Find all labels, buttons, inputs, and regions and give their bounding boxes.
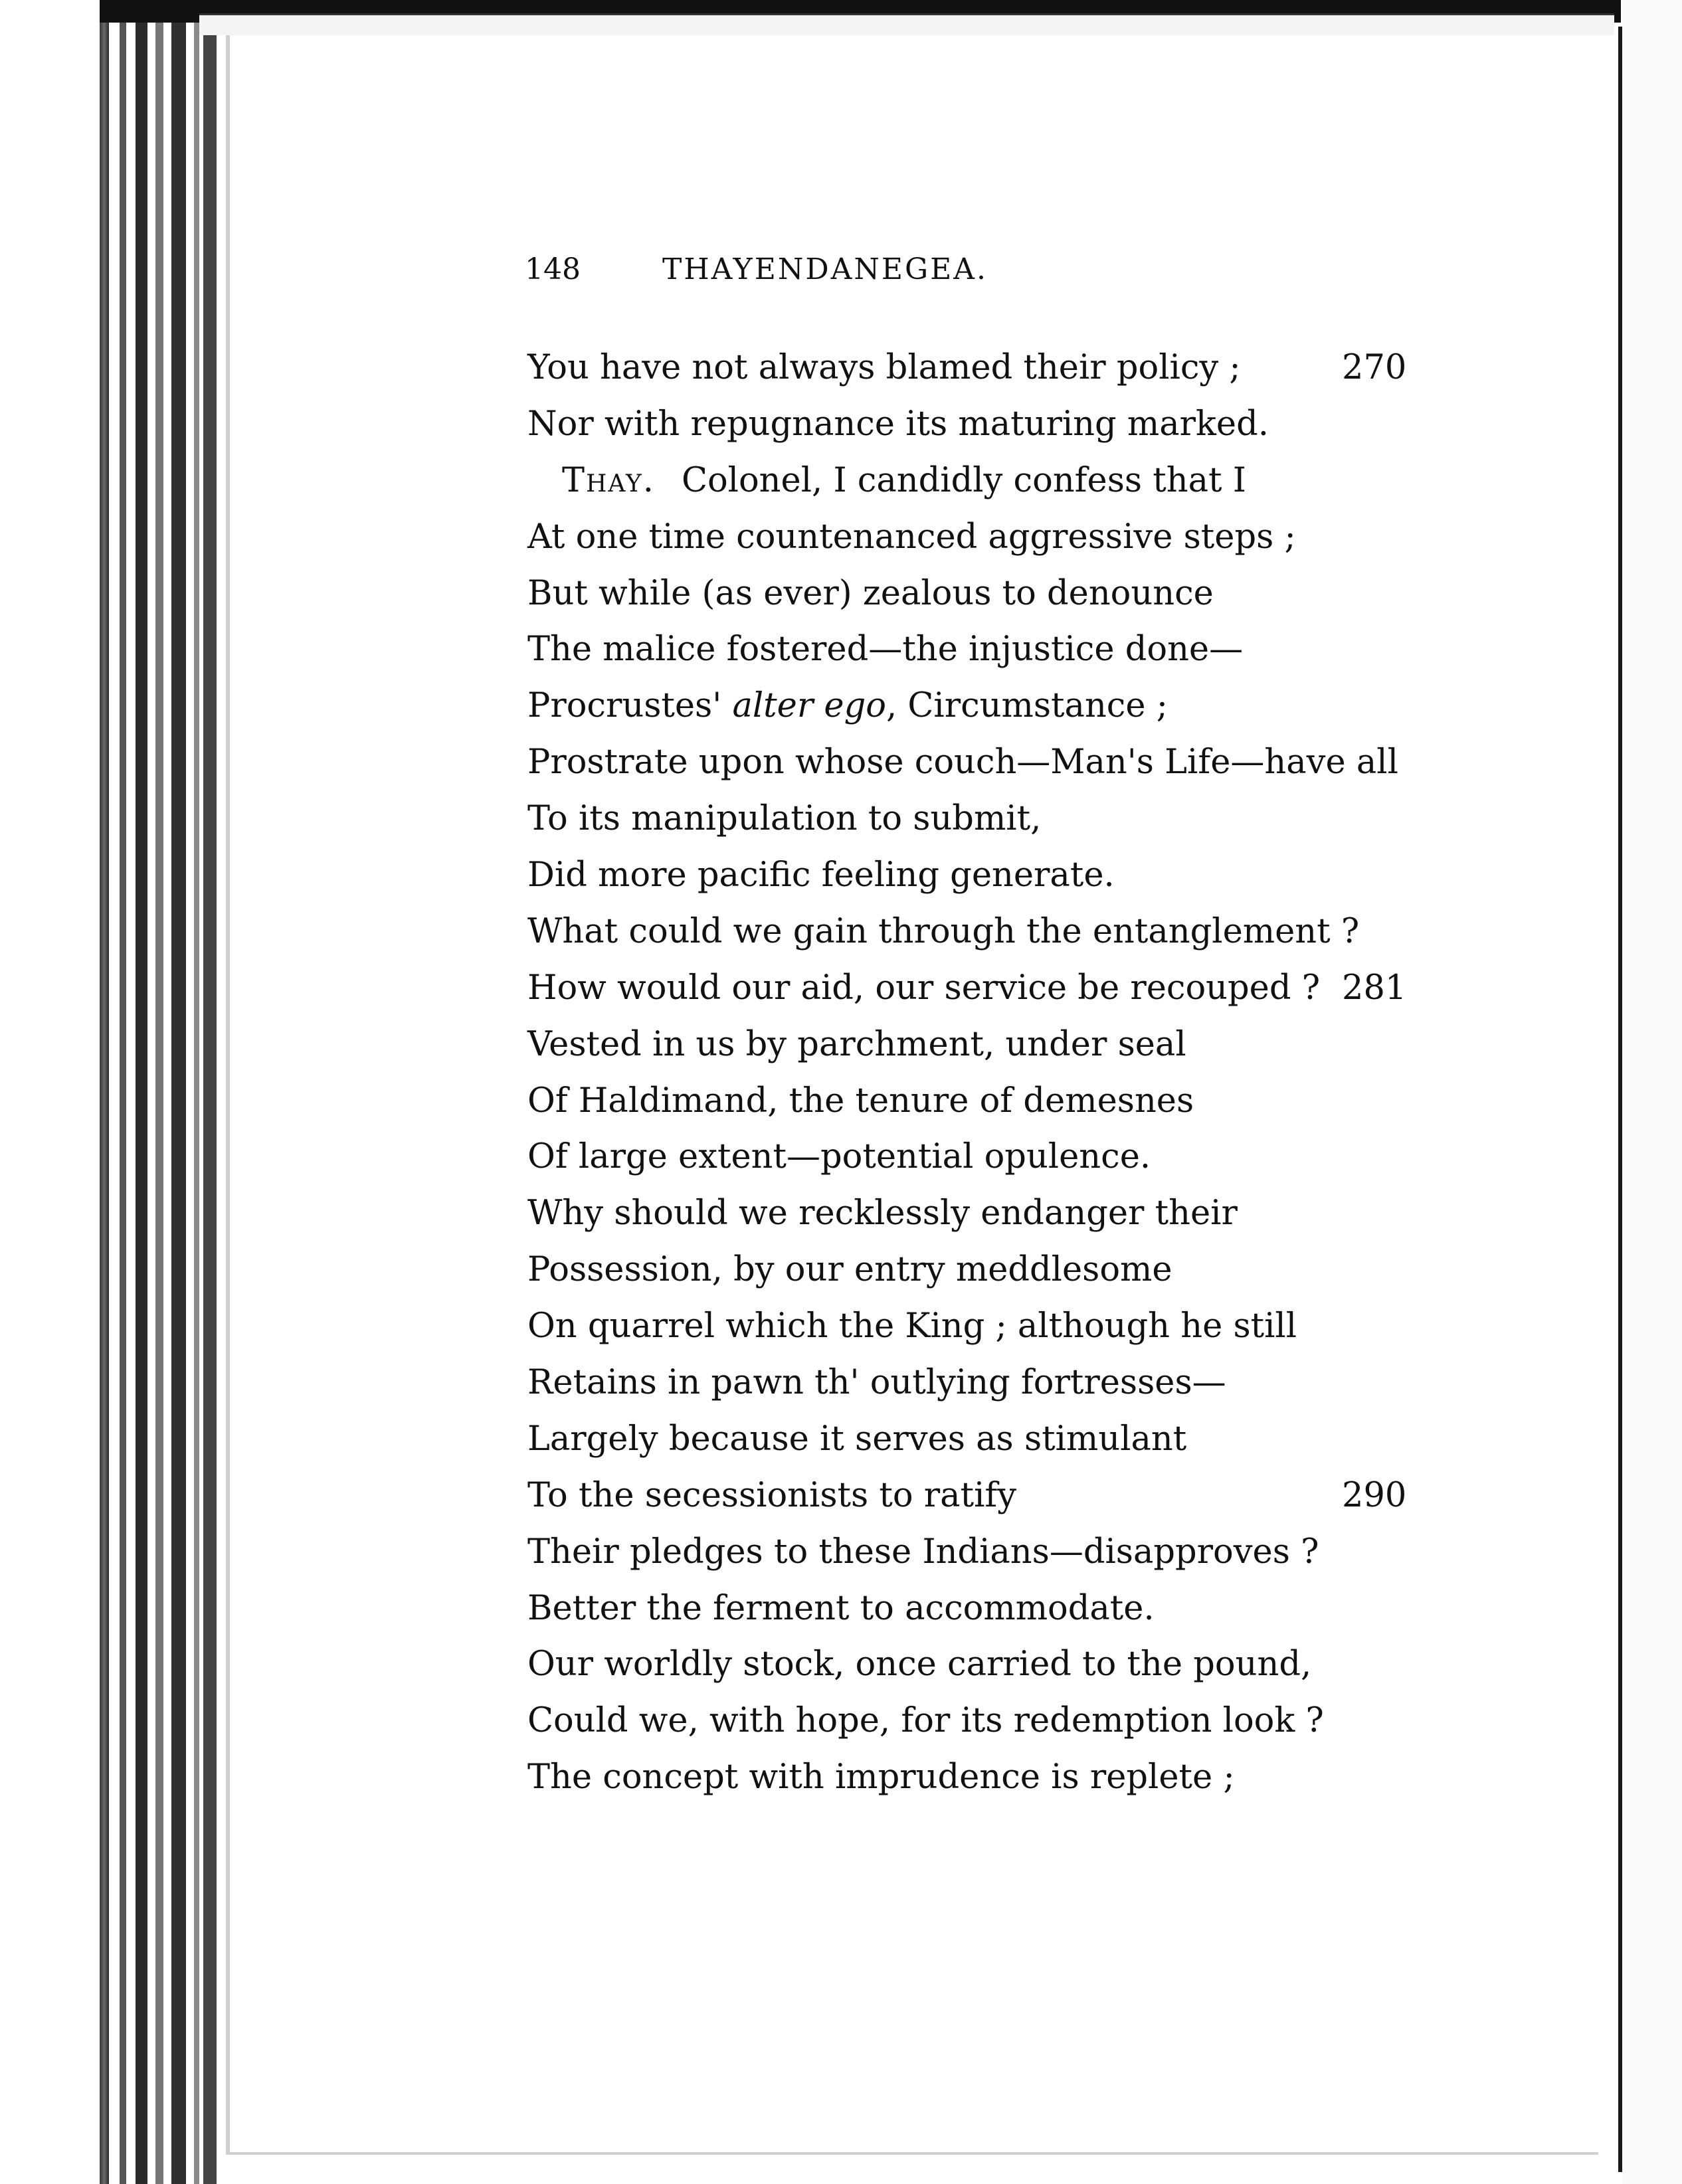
verse-line [527, 848, 1411, 904]
verse-line-text: Their pledges to these Indians—disapproves ? [527, 1532, 1319, 1572]
verse-line [527, 340, 1411, 397]
verse-line-text: What could we gain through the entanglement ? [527, 911, 1360, 951]
verse-line-text: Colonel, I candidly confess that I [681, 460, 1246, 500]
verse-line-text: Our worldly stock, once carried to the pound, [527, 1645, 1312, 1684]
verse-line [527, 1299, 1411, 1355]
page-edge [203, 0, 217, 2184]
verse-line-text: On quarrel which the King ; although he still [527, 1307, 1297, 1346]
verse-line [527, 1073, 1411, 1130]
verse-line [527, 791, 1411, 848]
verse-line-text: How would our aid, our service be recouped ? [527, 968, 1321, 1008]
verse-line [527, 1186, 1411, 1242]
verse-line [527, 1242, 1411, 1299]
verse-line-text: The malice fostered—the injustice done— [527, 630, 1244, 670]
verse-line [527, 566, 1411, 622]
page-edge [100, 0, 109, 2184]
page-edge [120, 0, 126, 2184]
verse-line [527, 1411, 1411, 1468]
verse-line [527, 622, 1411, 678]
verse-line-text: To its manipulation to submit, [527, 799, 1042, 839]
verse-line [527, 1750, 1411, 1806]
verse-line-text: You have not always blamed their policy ; [527, 348, 1241, 387]
line-number: 281 [1342, 968, 1407, 1008]
page-top-edge [199, 13, 1614, 35]
verse-line-text: Retains in pawn th' outlying fortresses— [527, 1363, 1226, 1403]
verse-line [527, 735, 1411, 791]
page-number: 148 [525, 252, 581, 286]
page-edge [155, 0, 163, 2184]
line-number: 270 [1342, 348, 1407, 387]
line-number: 290 [1342, 1475, 1407, 1515]
verse-line-text: Possession, by our entry meddlesome [527, 1250, 1172, 1290]
verse-line [527, 397, 1411, 453]
verse-line [527, 1524, 1411, 1581]
italic-phrase: alter ego [732, 686, 886, 726]
verse-line [527, 1129, 1411, 1186]
verse-line-text: Did more pacific feeling generate. [527, 856, 1115, 895]
verse-line [527, 453, 1411, 509]
running-head [525, 252, 1149, 299]
verse-line-text: Vested in us by parchment, under seal [527, 1024, 1186, 1064]
verse-line [527, 1581, 1411, 1637]
verse-line-text: To the secessionists to ratify [527, 1475, 1017, 1515]
verse-line-text: But while (as ever) zealous to denounce [527, 573, 1214, 613]
verse-line-text: Nor with repugnance its maturing marked. [527, 404, 1269, 444]
verse-line-text: Procrustes' [527, 686, 733, 726]
book-page-edges [100, 0, 233, 2184]
verse-line-text: , Circumstance ; [886, 686, 1168, 726]
verse-line-text: At one time countenanced aggressive steps ; [527, 517, 1296, 557]
verse-line [527, 509, 1411, 566]
verse-line-text: Could we, with hope, for its redemption look ? [527, 1701, 1324, 1741]
verse-line [527, 904, 1411, 960]
verse-line [527, 1637, 1411, 1693]
verse-line [527, 678, 1411, 735]
verse-line [527, 1355, 1411, 1411]
page-edge [136, 0, 147, 2184]
running-title: THAYENDANEGEA. [662, 252, 988, 286]
verse-line-text: Why should we recklessly endanger their [527, 1194, 1238, 1233]
facing-page-margin [1622, 0, 1682, 2184]
page-edge [171, 0, 186, 2184]
verse-line [527, 960, 1411, 1017]
speaker-name: Thay. [562, 460, 655, 500]
verse-line-text: Of Haldimand, the tenure of demesnes [527, 1081, 1194, 1121]
verse-line-text: Of large extent—potential opulence. [527, 1137, 1151, 1177]
verse-line [527, 1017, 1411, 1073]
verse-line-text: The concept with imprudence is replete ; [527, 1758, 1235, 1797]
verse-line [527, 1468, 1411, 1524]
verse-line [527, 1693, 1411, 1750]
verse-line-text: Prostrate upon whose couch—Man's Life—have all [527, 743, 1398, 782]
page-edge [194, 0, 199, 2184]
verse-line-text: Largely because it serves as stimulant [527, 1419, 1187, 1459]
verse-text [527, 340, 1411, 1806]
verse-line-text: Better the ferment to accommodate. [527, 1588, 1155, 1628]
